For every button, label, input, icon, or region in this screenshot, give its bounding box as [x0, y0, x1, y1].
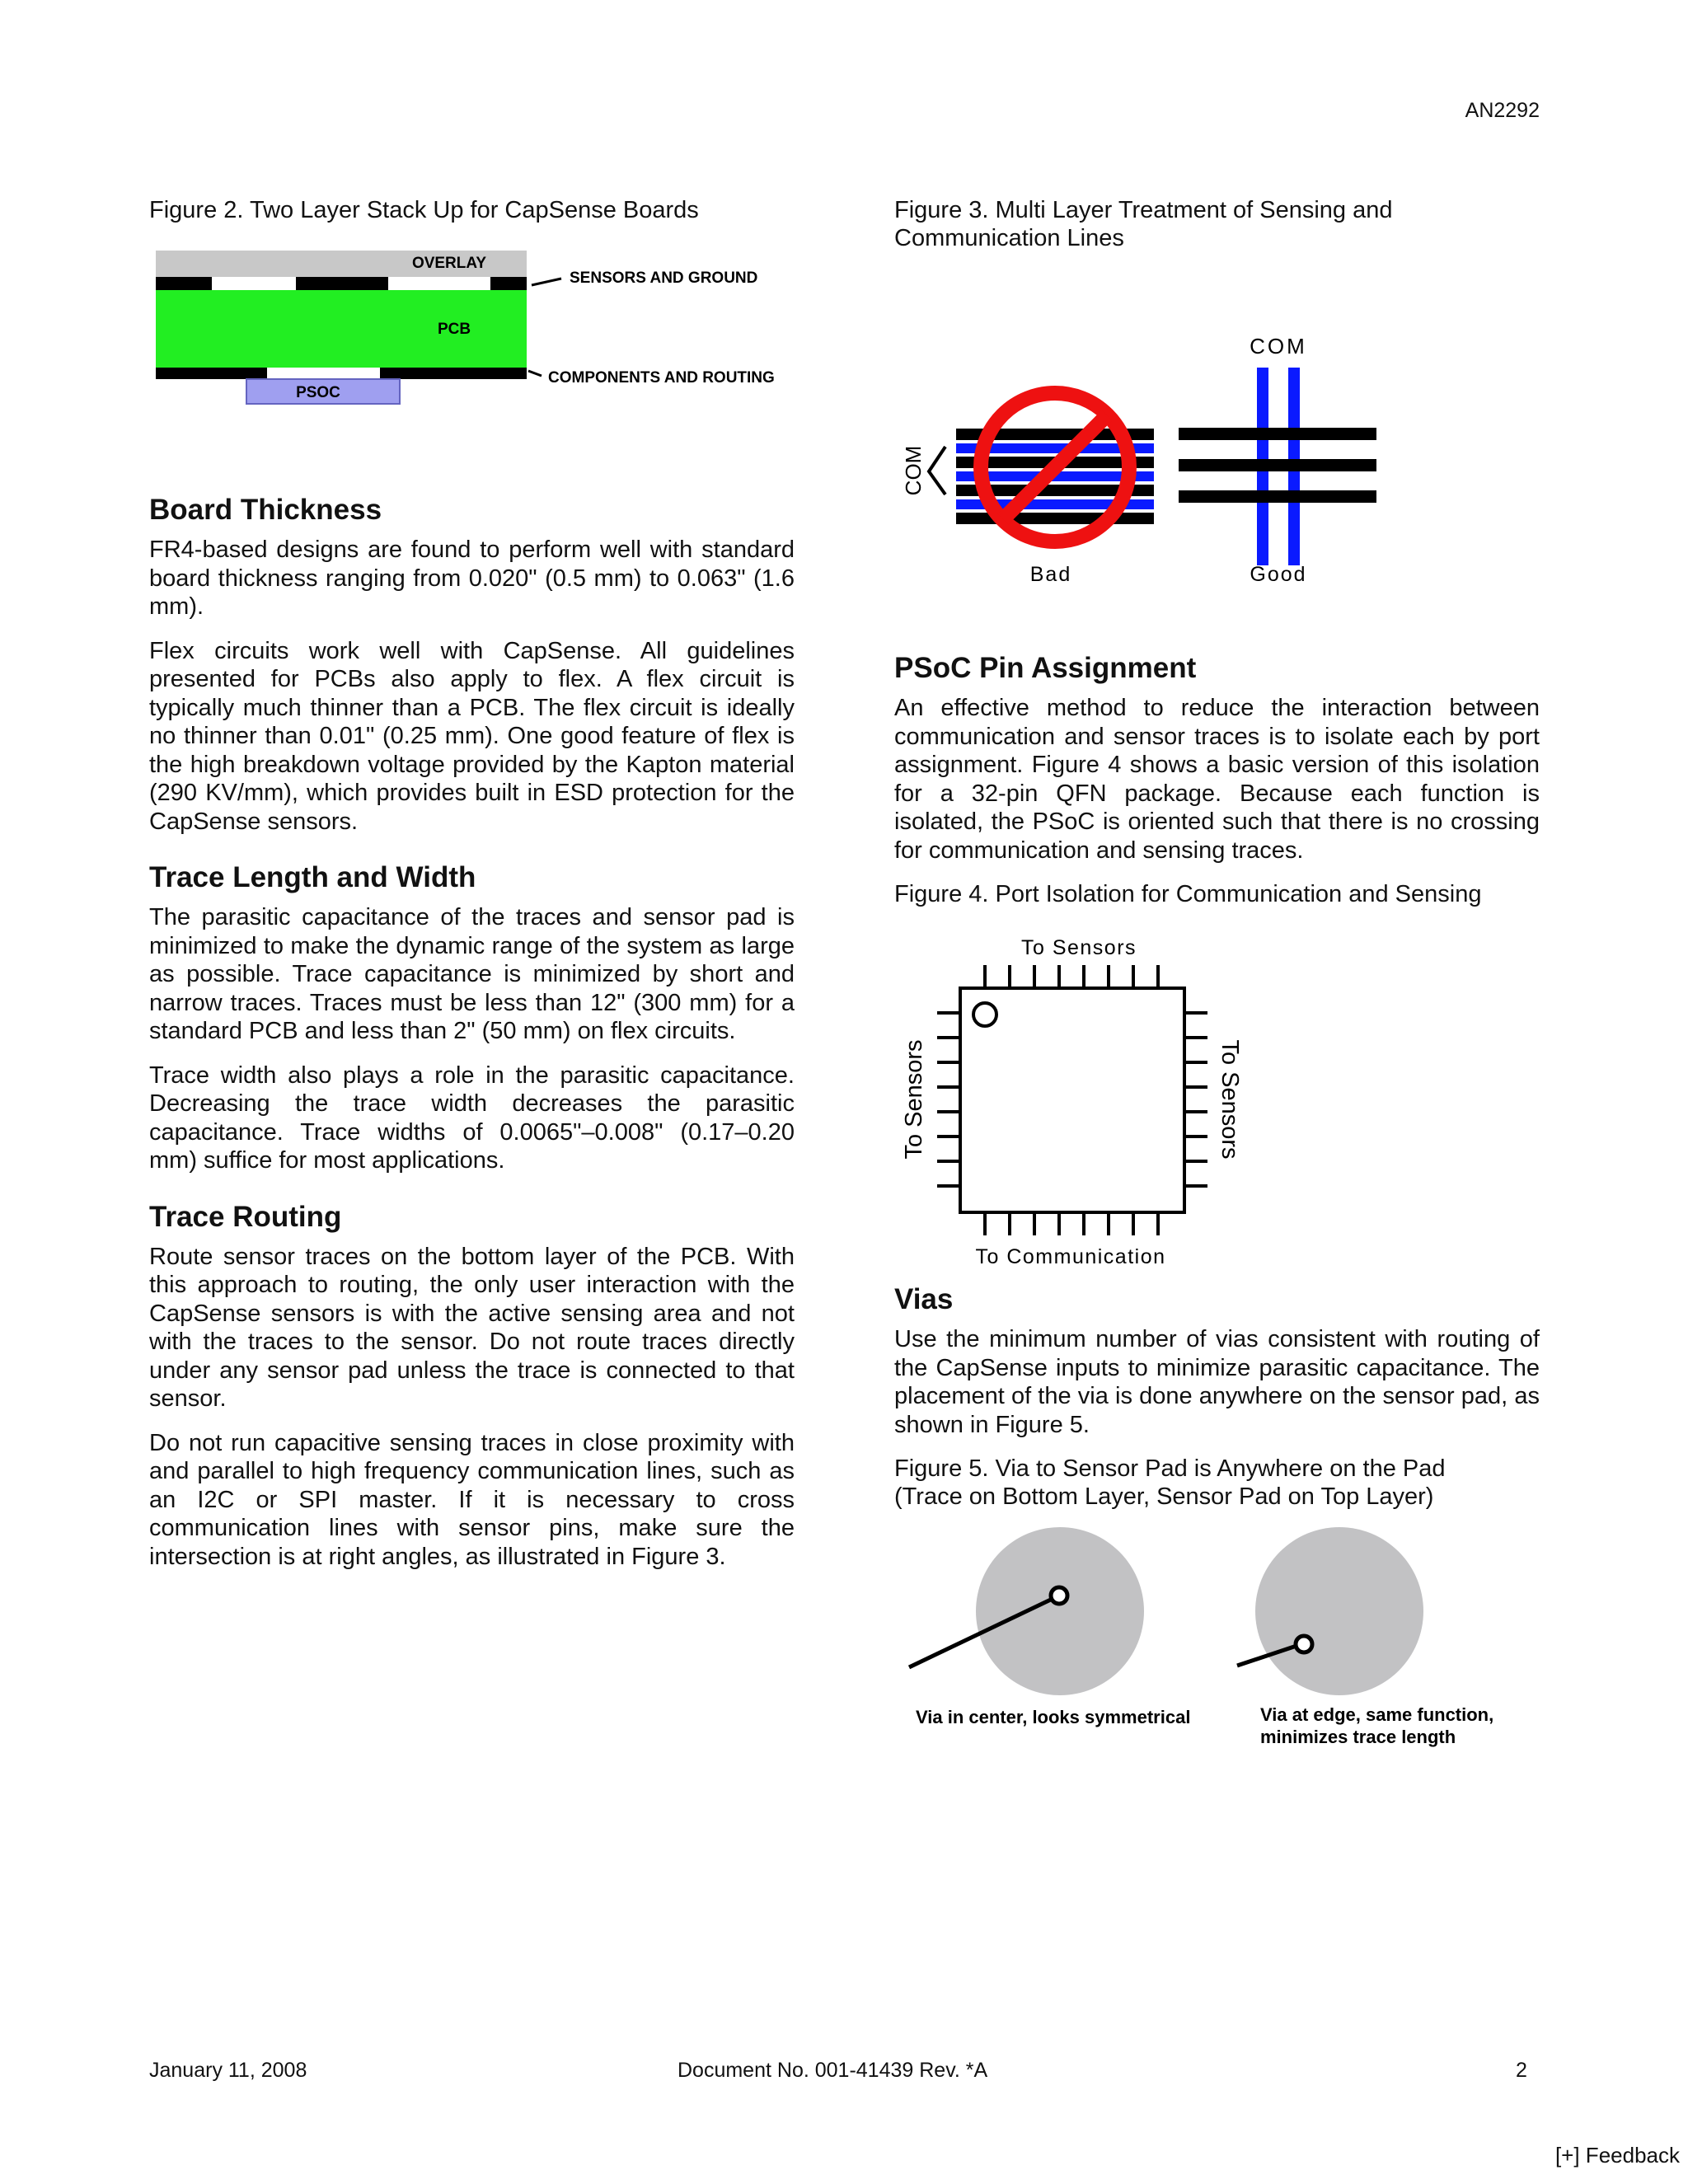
- pcb-label: PCB: [437, 321, 471, 338]
- pins-left: [937, 1013, 959, 1186]
- com-side-label: COM: [901, 445, 926, 496]
- psoc-pin-heading: PSoC Pin Assignment: [894, 652, 1197, 684]
- bad-line-7: [956, 513, 1154, 524]
- sensor-pad-left: [976, 1527, 1144, 1695]
- qfn-right-label: To Sensors: [1217, 1039, 1243, 1160]
- psoc-label: PSOC: [296, 384, 340, 401]
- sensor-pad-right: [1255, 1527, 1423, 1695]
- top-copper-right: [490, 277, 527, 290]
- figure-5-caption-line1: Figure 5. Via to Sensor Pad is Anywhere on the Pad: [894, 1455, 1446, 1482]
- trace-length-p2: Trace width also plays a role in the parasitic capacitance. Decreasing the trace width decreases the parasitic capacitance. Trace widths of 0.0065"–0.008" (0.17–0.20 mm) suffice for most applications.: [149, 1062, 795, 1174]
- overlay-label: OVERLAY: [411, 255, 487, 272]
- vias-heading: Vias: [894, 1283, 954, 1315]
- com-bracket: [929, 447, 945, 494]
- figure-2-caption: Figure 2. Two Layer Stack Up for CapSense Boards: [149, 197, 699, 223]
- trace-length-p1: The parasitic capacitance of the traces and sensor pad is minimized to make the dynamic range of the system as large as possible. Trace capacitance is minimized by short and narrow traces. Traces must be less than 12" (300 mm) for a standard PCB and less than 2" (50 mm) on flex circuits.: [149, 904, 795, 1044]
- com-top-label: COM: [1250, 334, 1307, 359]
- bad-label: Bad: [1029, 563, 1072, 586]
- components-routing-label: COMPONENTS AND ROUTING: [548, 369, 775, 387]
- qfn-bottom-label: To Communication: [975, 1245, 1166, 1268]
- board-thickness-p2: Flex circuits work well with CapSense. All guidelines presented for PCBs also apply to flex. A flex circuit is typically much thinner than a PCB. The flex circuit is ideally no thinner than 0.01" (0.25 mm). One good feature of flex is the high breakdown voltage provided by the Kapton material (290 KV/mm), which provides built in ESD protection for the CapSense sensors.: [149, 637, 795, 835]
- pin1-marker: [973, 1003, 996, 1026]
- via-right: [1296, 1636, 1312, 1652]
- via-left: [1051, 1587, 1067, 1604]
- via-edge-label-2: minimizes trace length: [1260, 1727, 1456, 1747]
- sensors-leader: [532, 279, 561, 285]
- psoc-pin-p1: An effective method to reduce the interaction between communication and sensor traces is to isolate each by port assignment. Figure 4 shows a basic version of this isolation for a 32-pin QFN package. Because each function is isolated, the PSoC is oriented such that there is no crossing for communication and sensing traces.: [894, 695, 1540, 864]
- trace-length-heading: Trace Length and Width: [149, 861, 476, 893]
- pins-bottom: [985, 1214, 1158, 1235]
- figure-3-diagram: [894, 252, 1540, 586]
- figure-5-caption-line2: (Trace on Bottom Layer, Sensor Pad on Top Layer): [894, 1483, 1434, 1510]
- figure-4-caption: Figure 4. Port Isolation for Communication and Sensing: [894, 881, 1482, 907]
- figure-2-stackup-diagram: [149, 241, 795, 430]
- feedback-link[interactable]: [+] Feedback: [1554, 2143, 1680, 2168]
- via-center-label: Via in center, looks symmetrical: [916, 1707, 1191, 1727]
- sensors-ground-label: SENSORS AND GROUND: [570, 269, 758, 287]
- top-copper-left: [156, 277, 212, 290]
- vias-p1: Use the minimum number of vias consistent with routing of the CapSense inputs to minimize parasitic capacitance. The placement of the via is done anywhere on the sensor pad, as shown in Figure 5.: [894, 1326, 1540, 1438]
- board-thickness-p1: FR4-based designs are found to perform well with standard board thickness ranging from 0.020" (0.5 mm) to 0.063" (1.6 mm).: [149, 537, 795, 620]
- right-column: [894, 196, 1540, 1786]
- header-doc-id: AN2292: [1465, 99, 1540, 122]
- via-edge-label-1: Via at edge, same function,: [1260, 1704, 1494, 1725]
- figure-3-caption-line1: Figure 3. Multi Layer Treatment of Sensing and: [894, 197, 1393, 223]
- bottom-copper-left: [156, 368, 267, 379]
- figure-3-caption-line2: Communication Lines: [894, 225, 1124, 251]
- qfn-left-label: To Sensors: [901, 1039, 927, 1160]
- top-copper-mid: [296, 277, 388, 290]
- bottom-copper-right: [380, 368, 527, 379]
- figure-5-via-diagram: [894, 1514, 1540, 1786]
- left-column: [149, 196, 795, 1586]
- components-leader: [528, 371, 542, 376]
- trace-routing-heading: Trace Routing: [149, 1200, 342, 1233]
- good-line-3: [1179, 490, 1376, 503]
- good-line-1: [1179, 428, 1376, 440]
- qfn-top-label: To Sensors: [1020, 936, 1137, 959]
- pins-top: [985, 965, 1158, 987]
- figure-4-qfn-diagram: [894, 913, 1540, 1276]
- good-line-2: [1179, 459, 1376, 471]
- good-label: Good: [1250, 563, 1307, 586]
- pcb-core: [156, 290, 527, 368]
- footer-page-number: 2: [1516, 2059, 1527, 2082]
- board-thickness-heading: Board Thickness: [149, 494, 382, 526]
- footer-date: January 11, 2008: [149, 2059, 307, 2082]
- footer-doc-no: Document No. 001-41439 Rev. *A: [678, 2059, 988, 2082]
- trace-routing-p2: Do not run capacitive sensing traces in close proximity with and parallel to high frequency communication lines, such as an I2C or SPI master. If it is necessary to cross communication lines with sensor pins, make sure the intersection is at right angles, as illustrated in Figure 3.: [149, 1429, 795, 1570]
- trace-routing-p1: Route sensor traces on the bottom layer of the PCB. With this approach to routing, the only user interaction with the CapSense sensors is with the active sensing area and not with the traces to the sensor. Do not route traces directly under any sensor pad unless the trace is connected to that sensor.: [149, 1243, 795, 1412]
- pins-right: [1186, 1013, 1207, 1186]
